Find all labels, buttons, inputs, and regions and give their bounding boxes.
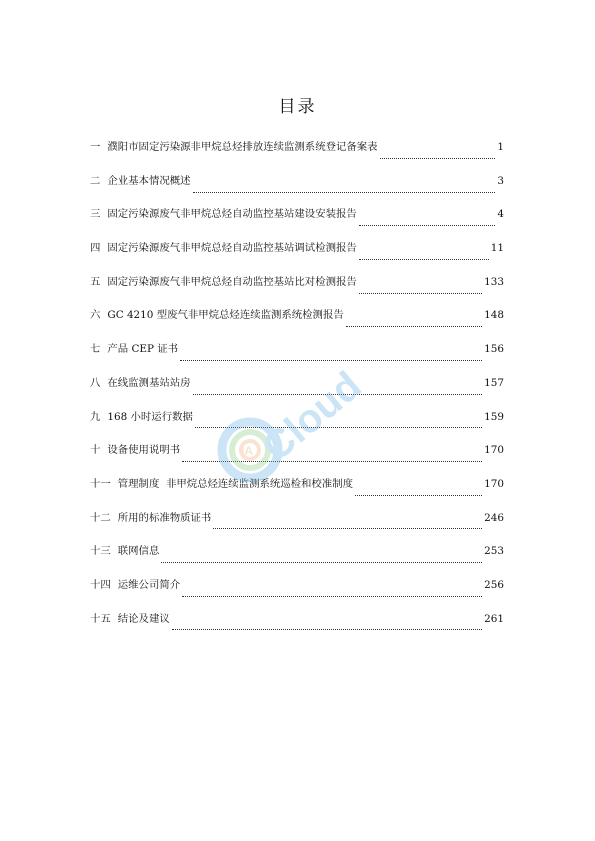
toc-entry-title: 运维公司简介: [117, 578, 181, 591]
toc-entry[interactable]: [90, 172, 504, 206]
toc-leader-dots: [359, 292, 482, 294]
toc-entry[interactable]: [90, 239, 504, 273]
toc-entry-page: 133: [484, 275, 504, 288]
toc-entry-number: 十三: [90, 545, 111, 558]
toc-entry-page: 156: [484, 343, 504, 356]
toc-entry[interactable]: [90, 138, 504, 172]
toc-leader-dots: [182, 595, 482, 597]
toc-entry-title: 企业基本情况概述: [107, 174, 191, 187]
table-of-contents: [90, 138, 504, 643]
toc-entry[interactable]: [90, 306, 504, 340]
toc-leader-dots: [193, 191, 496, 193]
toc-leader-dots: [355, 494, 482, 496]
toc-entry-page: 11: [490, 242, 504, 255]
toc-entry-title: 固定污染源废气非甲烷总烃自动监控基站比对检测报告: [107, 275, 357, 288]
toc-entry-title: 168 小时运行数据: [107, 410, 193, 423]
toc-entry-page: 253: [484, 545, 504, 558]
toc-entry-page: 159: [484, 410, 504, 423]
toc-entry-title: 固定污染源废气非甲烷总烃自动监控基站调试检测报告: [107, 242, 357, 255]
toc-entry-number: 八: [90, 376, 101, 389]
toc-entry[interactable]: [90, 475, 504, 509]
toc-entry-title: 固定污染源废气非甲烷总烃自动监控基站建设安装报告: [107, 208, 357, 221]
toc-entry[interactable]: [90, 542, 504, 576]
toc-entry-number: 十四: [90, 578, 111, 591]
toc-entry-page: 1: [497, 141, 504, 153]
toc-entry-number: 六: [90, 309, 101, 322]
toc-leader-dots: [193, 393, 483, 395]
toc-entry[interactable]: [90, 610, 504, 644]
toc-entry-page: 246: [484, 511, 504, 524]
toc-entry-number: 十: [90, 444, 101, 457]
toc-entry-page: 4: [497, 208, 504, 221]
toc-leader-dots: [172, 628, 482, 630]
toc-entry-title: 产品 CEP 证书: [107, 343, 179, 356]
toc-entry-number: 二: [90, 174, 101, 187]
toc-entry-number: 五: [90, 275, 101, 288]
watermark-badge-text: IA: [241, 444, 253, 458]
toc-leader-dots: [380, 157, 496, 159]
toc-entry-page: 170: [484, 444, 504, 457]
toc-entry-title: GC 4210 型废气非甲烷总烃连续监测系统检测报告: [107, 309, 344, 322]
toc-entry-title: 联网信息: [117, 545, 160, 558]
toc-entry-number: 四: [90, 242, 101, 255]
toc-entry-page: 148: [484, 309, 504, 322]
toc-entry-title: 在线监测基站站房: [107, 376, 191, 389]
toc-entry-number: 七: [90, 343, 101, 356]
toc-entry-title: 结论及建议: [117, 612, 170, 625]
toc-entry-page: 256: [484, 578, 504, 591]
toc-entry-number: 九: [90, 410, 101, 423]
toc-entry-title: 管理制度 非甲烷总烃连续监测系统巡检和校准制度: [117, 477, 353, 490]
toc-leader-dots: [346, 325, 482, 327]
toc-entry-page: 170: [484, 477, 504, 490]
toc-entry-title: 所用的标准物质证书: [117, 511, 212, 524]
toc-title: 目录: [278, 97, 317, 117]
toc-leader-dots: [359, 224, 496, 226]
watermark-logo-text: Cloud: [254, 363, 370, 470]
toc-entry[interactable]: [90, 441, 504, 475]
toc-entry[interactable]: [90, 205, 504, 239]
toc-entry-page: 261: [484, 612, 504, 625]
toc-leader-dots: [359, 258, 489, 260]
toc-leader-dots: [182, 460, 482, 462]
toc-entry-page: 3: [497, 174, 504, 187]
toc-entry[interactable]: [90, 273, 504, 307]
toc-entry[interactable]: [90, 408, 504, 442]
toc-entry-number: 三: [90, 208, 101, 221]
toc-entry[interactable]: [90, 509, 504, 543]
toc-leader-dots: [213, 527, 482, 529]
toc-entry[interactable]: [90, 576, 504, 610]
toc-entry[interactable]: [90, 340, 504, 374]
toc-entry-number: 十二: [90, 511, 111, 524]
toc-leader-dots: [195, 426, 482, 428]
toc-leader-dots: [180, 359, 482, 361]
toc-entry[interactable]: [90, 374, 504, 408]
toc-entry-number: 十五: [90, 612, 111, 625]
toc-entry-title: 设备使用说明书: [107, 444, 181, 457]
toc-entry-title: 濮阳市固定污染源非甲烷总烃排放连续监测系统登记备案表: [107, 141, 378, 153]
toc-entry-page: 157: [484, 376, 504, 389]
toc-leader-dots: [161, 561, 482, 563]
toc-entry-number: 十一: [90, 477, 111, 490]
toc-entry-number: 一: [90, 141, 101, 153]
